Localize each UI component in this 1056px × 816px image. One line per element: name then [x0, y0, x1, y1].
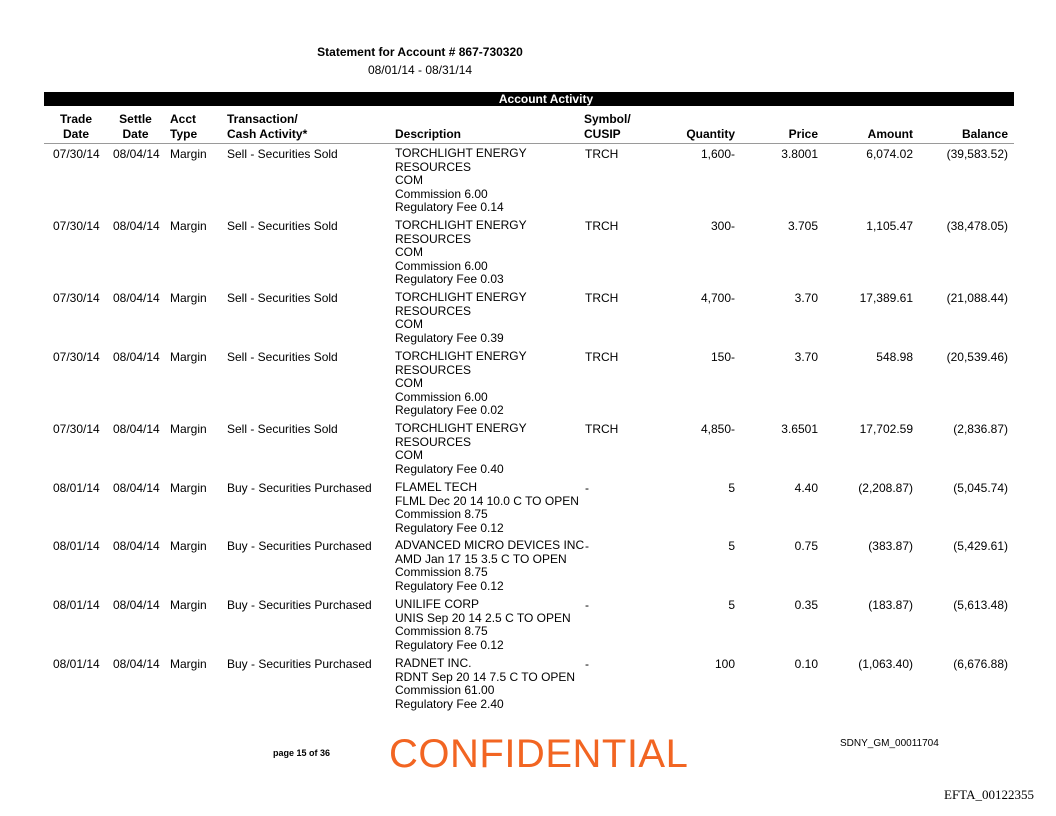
description-line: Regulatory Fee 0.03: [395, 272, 504, 287]
cell-acct: Margin: [170, 350, 207, 364]
description-line: FLAMEL TECH: [395, 480, 478, 494]
cell-txn: Sell - Securities Sold: [227, 219, 338, 233]
cell-description: [395, 350, 527, 418]
description-line: Commission 6.00: [395, 389, 488, 404]
cell-symbol: -: [585, 657, 589, 671]
cell-description: [395, 147, 527, 215]
cell-trade: 08/01/14: [53, 657, 100, 671]
cell-balance: (21,088.44): [946, 291, 1008, 305]
col-description: Description: [395, 127, 462, 141]
cell-txn: Buy - Securities Purchased: [227, 539, 372, 553]
col-transaction-line1: Transaction/: [227, 112, 298, 126]
cell-amount: (383.87): [868, 539, 913, 553]
cell-amount: 17,702.59: [859, 422, 913, 436]
description-line: Commission 61.00: [395, 683, 495, 698]
col-acct-type-line2: Type: [170, 127, 198, 141]
cell-price: 0.75: [794, 539, 818, 553]
col-quantity: Quantity: [686, 127, 735, 141]
cell-settle: 08/04/14: [113, 219, 160, 233]
cell-settle: 08/04/14: [113, 350, 160, 364]
cell-txn: Sell - Securities Sold: [227, 291, 338, 305]
cell-description: [395, 219, 527, 287]
cell-symbol: TRCH: [585, 219, 619, 233]
bates-number: SDNY_GM_00011704: [840, 738, 939, 749]
col-settle-date-line1: Settle: [119, 112, 152, 126]
cell-trade: 08/01/14: [53, 481, 100, 495]
description-line: TORCHLIGHT ENERGY: [395, 290, 527, 304]
cell-txn: Sell - Securities Sold: [227, 422, 338, 436]
cell-price: 0.35: [794, 598, 818, 612]
col-symbol: [584, 112, 631, 142]
cell-amount: (183.87): [868, 598, 913, 612]
description-line: Commission 6.00: [395, 258, 488, 273]
description-line: FLML Dec 20 14 10.0 C TO OPEN: [395, 493, 579, 508]
cell-qty: 300-: [710, 219, 735, 233]
description-line: Regulatory Fee 0.12: [395, 520, 504, 535]
description-line: UNIS Sep 20 14 2.5 C TO OPEN: [395, 610, 571, 625]
cell-qty: 5: [728, 481, 735, 495]
cell-symbol: -: [585, 539, 589, 553]
cell-txn: Buy - Securities Purchased: [227, 598, 372, 612]
cell-price: 3.70: [794, 350, 818, 364]
cell-balance: (2,836.87): [953, 422, 1008, 436]
cell-price: 3.8001: [781, 147, 818, 161]
cell-symbol: TRCH: [585, 291, 619, 305]
col-acct-type: [170, 112, 197, 142]
description-line: RESOURCES: [395, 159, 472, 174]
cell-settle: 08/04/14: [113, 422, 160, 436]
cell-settle: 08/04/14: [113, 657, 160, 671]
section-title: Account Activity: [498, 92, 594, 106]
col-acct-type-line1: Acct: [170, 112, 197, 126]
cell-price: 4.40: [794, 481, 818, 495]
description-line: RADNET INC.: [395, 656, 472, 670]
cell-symbol: -: [585, 481, 589, 495]
description-line: RESOURCES: [395, 231, 472, 246]
cell-qty: 4,700-: [700, 291, 735, 305]
col-settle-date-line2: Date: [122, 127, 149, 141]
description-line: Regulatory Fee 0.39: [395, 330, 504, 345]
description-line: AMD Jan 17 15 3.5 C TO OPEN: [395, 551, 567, 566]
description-line: Regulatory Fee 0.12: [395, 578, 504, 593]
cell-settle: 08/04/14: [113, 481, 160, 495]
cell-balance: (5,613.48): [953, 598, 1008, 612]
confidential-stamp: CONFIDENTIAL: [389, 732, 689, 776]
col-trade-date: [59, 112, 93, 142]
description-line: COM: [395, 173, 423, 188]
cell-balance: (38,478.05): [946, 219, 1008, 233]
cell-balance: (20,539.46): [946, 350, 1008, 364]
description-line: COM: [395, 376, 423, 391]
col-symbol-line2: CUSIP: [584, 127, 621, 141]
col-trade-date-line1: Trade: [59, 112, 92, 126]
cell-acct: Margin: [170, 539, 207, 553]
description-line: COM: [395, 448, 423, 463]
col-amount: Amount: [867, 127, 913, 141]
cell-description: [395, 598, 571, 652]
description-line: COM: [395, 317, 423, 332]
cell-qty: 100: [714, 657, 735, 671]
cell-amount: (1,063.40): [858, 657, 913, 671]
description-line: Commission 6.00: [395, 186, 488, 201]
cell-qty: 5: [728, 598, 735, 612]
cell-amount: 6,074.02: [866, 147, 913, 161]
description-line: TORCHLIGHT ENERGY: [395, 349, 527, 363]
description-line: Regulatory Fee 0.14: [395, 200, 504, 215]
cell-symbol: TRCH: [585, 350, 619, 364]
cell-trade: 08/01/14: [53, 539, 100, 553]
cell-balance: (5,045.74): [953, 481, 1008, 495]
cell-qty: 150-: [710, 350, 735, 364]
page-number: page 15 of 36: [273, 748, 331, 758]
description-line: RESOURCES: [395, 362, 472, 377]
cell-price: 0.10: [794, 657, 818, 671]
cell-amount: 548.98: [876, 350, 913, 364]
col-settle-date: [117, 112, 154, 142]
cell-settle: 08/04/14: [113, 598, 160, 612]
cell-symbol: TRCH: [585, 147, 619, 161]
cell-description: [395, 422, 527, 476]
cell-qty: 5: [728, 539, 735, 553]
cell-amount: 17,389.61: [859, 291, 913, 305]
col-price: Price: [788, 127, 818, 141]
cell-trade: 07/30/14: [53, 291, 100, 305]
description-line: TORCHLIGHT ENERGY: [395, 146, 527, 160]
cell-acct: Margin: [170, 147, 207, 161]
description-line: TORCHLIGHT ENERGY: [395, 421, 527, 435]
description-line: UNILIFE CORP: [395, 597, 480, 611]
cell-txn: Sell - Securities Sold: [227, 147, 338, 161]
cell-trade: 07/30/14: [53, 219, 100, 233]
cell-trade: 08/01/14: [53, 598, 100, 612]
col-balance: Balance: [961, 127, 1008, 141]
description-line: RESOURCES: [395, 434, 472, 449]
cell-qty: 1,600-: [700, 147, 735, 161]
description-line: Regulatory Fee 0.12: [395, 637, 504, 652]
cell-settle: 08/04/14: [113, 291, 160, 305]
cell-acct: Margin: [170, 219, 207, 233]
cell-symbol: -: [585, 598, 589, 612]
description-line: TORCHLIGHT ENERGY: [395, 218, 527, 232]
cell-trade: 07/30/14: [53, 147, 100, 161]
description-line: Commission 8.75: [395, 624, 488, 639]
cell-description: [395, 481, 579, 535]
cell-price: 3.705: [787, 219, 818, 233]
cell-acct: Margin: [170, 481, 207, 495]
cell-settle: 08/04/14: [113, 147, 160, 161]
cell-trade: 07/30/14: [53, 422, 100, 436]
cell-trade: 07/30/14: [53, 350, 100, 364]
cell-txn: Buy - Securities Purchased: [227, 481, 372, 495]
cell-settle: 08/04/14: [113, 539, 160, 553]
header-rule: [44, 143, 1014, 144]
col-transaction-line2: Cash Activity*: [227, 127, 308, 141]
description-line: Commission 8.75: [395, 507, 488, 522]
cell-acct: Margin: [170, 657, 207, 671]
cell-qty: 4,850-: [700, 422, 735, 436]
cell-price: 3.6501: [781, 422, 818, 436]
description-line: ADVANCED MICRO DEVICES INC: [395, 538, 585, 552]
description-line: Regulatory Fee 0.40: [395, 461, 504, 476]
statement-date-range: 08/01/14 - 08/31/14: [367, 63, 473, 77]
cell-amount: (2,208.87): [858, 481, 913, 495]
description-line: RDNT Sep 20 14 7.5 C TO OPEN: [395, 669, 576, 684]
efta-number: EFTA_00122355: [944, 787, 1034, 802]
description-line: RESOURCES: [395, 303, 472, 318]
cell-description: [395, 291, 527, 345]
col-symbol-line1: Symbol/: [584, 112, 631, 126]
section-header-bar: [44, 92, 1014, 106]
description-line: COM: [395, 245, 423, 260]
description-line: Commission 8.75: [395, 565, 488, 580]
cell-price: 3.70: [794, 291, 818, 305]
cell-acct: Margin: [170, 422, 207, 436]
col-transaction: [227, 112, 307, 142]
description-line: Regulatory Fee 2.40: [395, 696, 504, 711]
cell-amount: 1,105.47: [866, 219, 913, 233]
cell-balance: (5,429.61): [953, 539, 1008, 553]
cell-description: [395, 539, 584, 593]
statement-title: Statement for Account # 867-730320: [317, 45, 523, 59]
cell-acct: Margin: [170, 598, 207, 612]
description-line: Regulatory Fee 0.02: [395, 403, 504, 418]
cell-txn: Sell - Securities Sold: [227, 350, 338, 364]
cell-acct: Margin: [170, 291, 207, 305]
cell-symbol: TRCH: [585, 422, 619, 436]
cell-balance: (6,676.88): [953, 657, 1008, 671]
col-trade-date-line2: Date: [62, 127, 89, 141]
cell-description: [395, 657, 575, 711]
cell-balance: (39,583.52): [946, 147, 1008, 161]
cell-txn: Buy - Securities Purchased: [227, 657, 372, 671]
